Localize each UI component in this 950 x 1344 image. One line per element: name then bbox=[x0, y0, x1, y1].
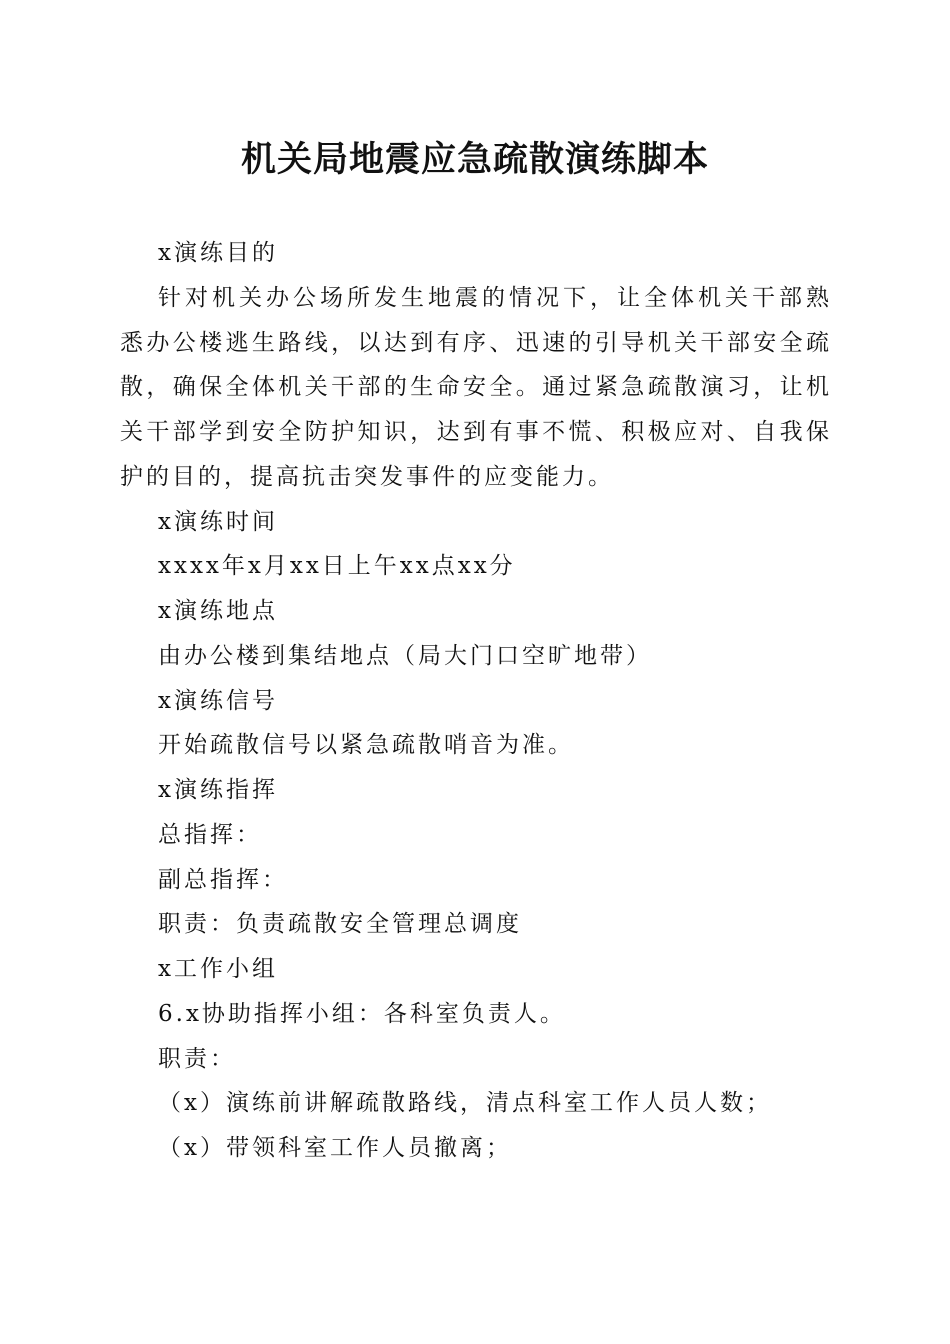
section-heading-purpose: x演练目的 bbox=[158, 240, 278, 266]
duty-item-2: （x）带领科室工作人员撤离； bbox=[158, 1135, 512, 1161]
duty-item-1: （x）演练前讲解疏散路线，清点科室工作人员人数； bbox=[158, 1090, 772, 1117]
drill-signal-value: 开始疏散信号以紧急疏散哨音为准。 bbox=[158, 732, 574, 759]
drill-time-value: xxxx年x月xx日上午xx点xx分 bbox=[158, 553, 516, 580]
drill-place-value: 由办公楼到集结地点（局大门口空旷地带） bbox=[158, 642, 652, 669]
assist-group-line: 6.x协助指挥小组：各科室负责人。 bbox=[158, 1000, 566, 1027]
duty-label-line: 职责： bbox=[158, 1045, 236, 1072]
section-heading-command: x演练指挥 bbox=[158, 777, 278, 803]
section-heading-time: x演练时间 bbox=[158, 508, 278, 535]
section-heading-team: x工作小组 bbox=[158, 956, 278, 982]
purpose-paragraph: 针对机关办公场所发生地震的情况下，让全体机关干部熟悉办公楼逃生路线，以达到有序、迅速的引导机关干部安全疏散，确保全体机关干部的生命安全。通过紧急疏散演习，让机关干部学到安全防护知识，达到有事不慌、积极应对、自我保护的目的，提高抗击突发事件的应变能力。 bbox=[120, 284, 832, 490]
command-duty-line: 职责：负责疏散安全管理总调度 bbox=[158, 911, 522, 938]
section-heading-place: x演练地点 bbox=[158, 598, 278, 624]
chief-commander-line: 总指挥： bbox=[158, 821, 262, 848]
deputy-commander-line: 副总指挥： bbox=[158, 866, 288, 893]
section-heading-signal: x演练信号 bbox=[158, 687, 278, 714]
document-body bbox=[120, 231, 832, 1171]
document-title: 机关局地震应急疏散演练脚本 bbox=[240, 139, 709, 180]
